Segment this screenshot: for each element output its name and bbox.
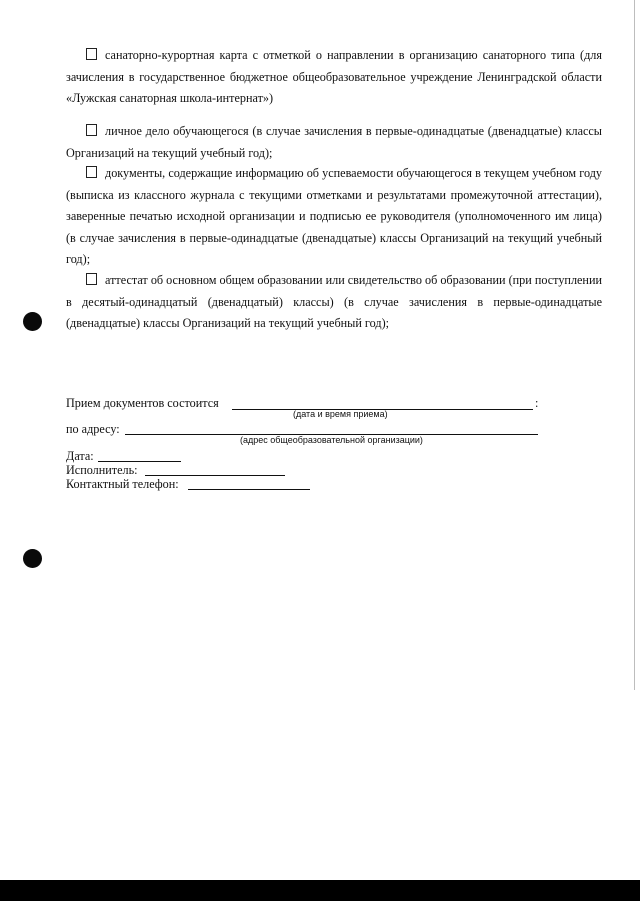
executor-label: Исполнитель: xyxy=(66,463,138,477)
scan-edge-line xyxy=(634,0,635,690)
address-label: по адресу: xyxy=(66,422,120,436)
reception-label: Прием документов состоится xyxy=(66,396,219,410)
date-label: Дата: xyxy=(66,449,94,463)
executor-field[interactable] xyxy=(145,475,285,476)
checklist-item-text: личное дело обучающегося (в случае зачисления в первые-одинадцатые (двенадцатые) классы Организаций на текущий учебный год); xyxy=(66,124,602,160)
scan-bottom-edge xyxy=(0,880,640,901)
checklist-item-text: аттестат об основном общем образовании или свидетельство об образовании (при поступлении в десятый-одинадцатый (двенадцатый) классы) (в случае зачисления в первые-одинадцатые (двенадцатые) классы Организаций на текущий учебный год); xyxy=(66,273,602,330)
checklist-item-certificate xyxy=(66,270,602,335)
date-field[interactable] xyxy=(98,461,181,462)
phone-field[interactable] xyxy=(188,489,310,490)
punch-hole-mark xyxy=(23,312,42,331)
address-hint: (адрес общеобразовательной организации) xyxy=(240,435,423,445)
punch-hole-mark xyxy=(23,549,42,568)
checkbox-icon[interactable] xyxy=(86,166,97,178)
checklist-item-academic-records xyxy=(66,163,602,271)
reception-colon: : xyxy=(535,396,539,410)
checklist-item-medical-card xyxy=(66,45,602,110)
checklist-item-text: документы, содержащие информацию об успеваемости обучающегося в текущем учебном году (выписка из классного журнала с текущими отметками и результатами промежуточной аттестации), заверенные печатью исходной организации и подписью ее руководителя (уполномоченного им лица) (в случае зачисления в первые-одинадцатые (двенадцатые) классы Организаций на текущий учебный год); xyxy=(66,166,602,266)
checklist-item-text: санаторно-курортная карта с отметкой о направлении в организацию санаторного типа (для зачисления в государственное бюджетное общеобразовательное учреждение Ленинградской области «Лужская санаторная школа-интернат») xyxy=(66,48,602,105)
checkbox-icon[interactable] xyxy=(86,124,97,136)
checkbox-icon[interactable] xyxy=(86,273,97,285)
checklist-item-personal-file xyxy=(66,121,602,164)
reception-hint: (дата и время приема) xyxy=(293,409,388,419)
phone-label: Контактный телефон: xyxy=(66,477,179,491)
checkbox-icon[interactable] xyxy=(86,48,97,60)
